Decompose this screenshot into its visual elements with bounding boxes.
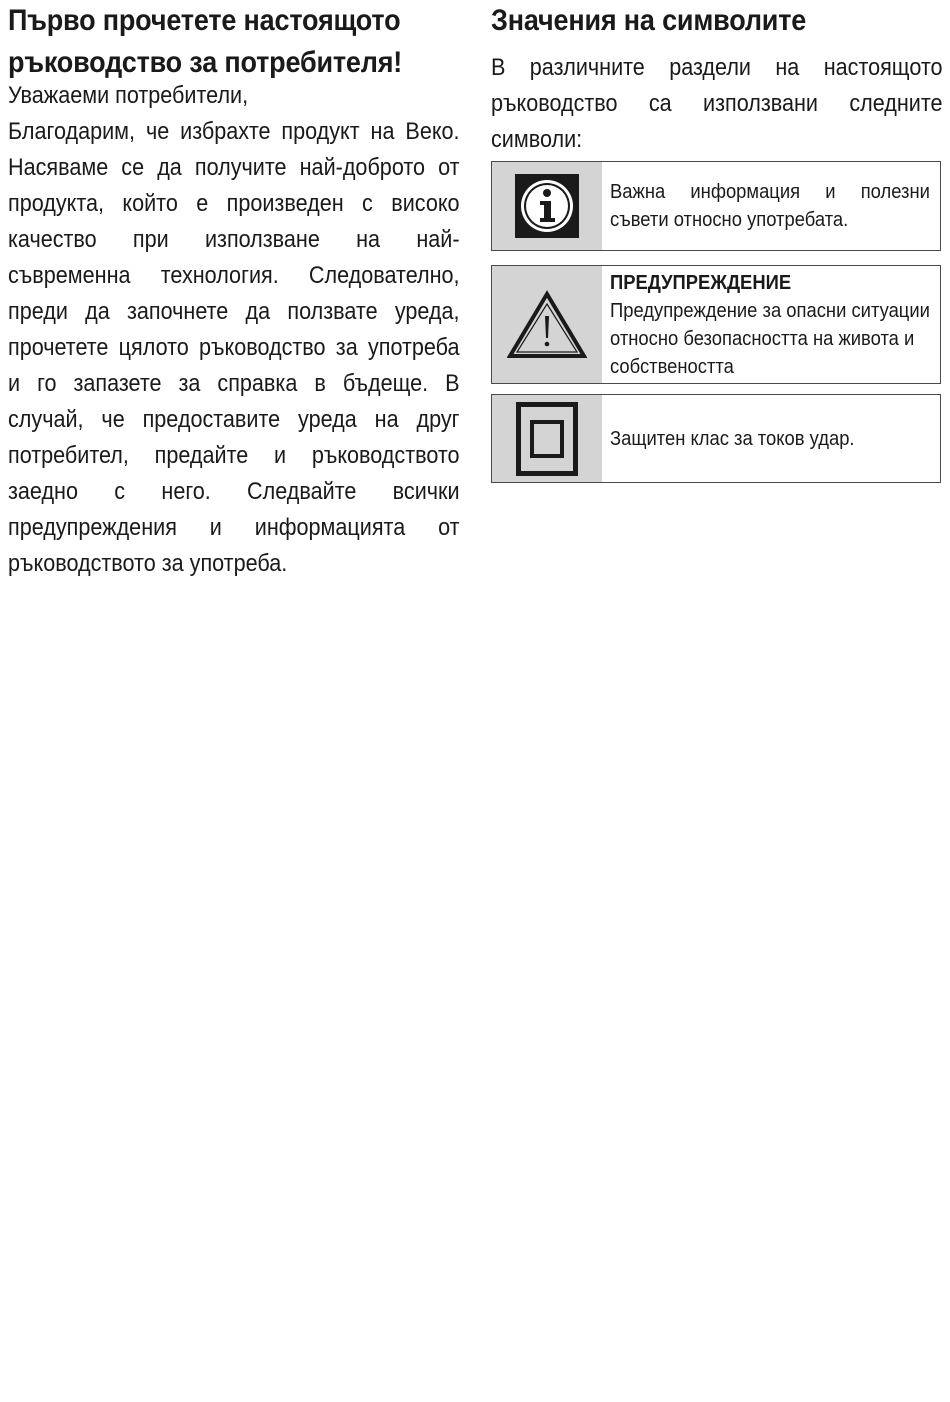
salutation: Уважаеми потребители, bbox=[8, 82, 249, 109]
protection-description bbox=[602, 395, 884, 482]
symbols-intro: В различните раздели на настоящото ръководство са използвани следните символи: bbox=[491, 54, 943, 153]
warning-description bbox=[602, 266, 940, 383]
symbol-row-info bbox=[491, 161, 941, 251]
protection-symbol-box bbox=[492, 395, 602, 482]
left-column bbox=[8, 0, 460, 582]
info-text: Важна информация и полезни съвети относно употребата. bbox=[610, 181, 930, 231]
read-manual-heading: Първо прочетете настоящото ръководство за потребителя! bbox=[8, 4, 403, 79]
double-insulation-icon bbox=[516, 402, 578, 476]
symbols-heading: Значения на символите bbox=[491, 4, 807, 37]
info-symbol-box bbox=[492, 162, 602, 250]
info-description bbox=[602, 162, 940, 250]
symbol-row-protection bbox=[491, 394, 941, 483]
warning-title: ПРЕДУПРЕЖДЕНИЕ bbox=[610, 271, 792, 294]
warning-text: Предупреждение за опасни ситуации относно безопасността на живота и собствеността bbox=[610, 299, 930, 378]
warning-triangle-icon bbox=[507, 290, 587, 360]
protection-text: Защитен клас за токов удар. bbox=[610, 427, 855, 450]
symbol-row-warning bbox=[491, 265, 941, 384]
warning-symbol-box bbox=[492, 266, 602, 383]
info-icon bbox=[515, 174, 579, 238]
right-column bbox=[491, 0, 943, 450]
intro-paragraph: Благодарим, че избрахте продукт на Веко. Насяваме се да получите най-доброто от продукта, който е произведен с високо качество при използване на най-съвременна технология. Следователно, преди да започнете да ползвате уреда, прочетете цялото ръководство за употреба и го запазете за справка в бъдеще. В случай, че предоставите уреда на друг потребител, предайте и ръководството заедно с него. Следвайте всички предупреждения и информацията от ръководството за употреба. bbox=[8, 118, 460, 577]
